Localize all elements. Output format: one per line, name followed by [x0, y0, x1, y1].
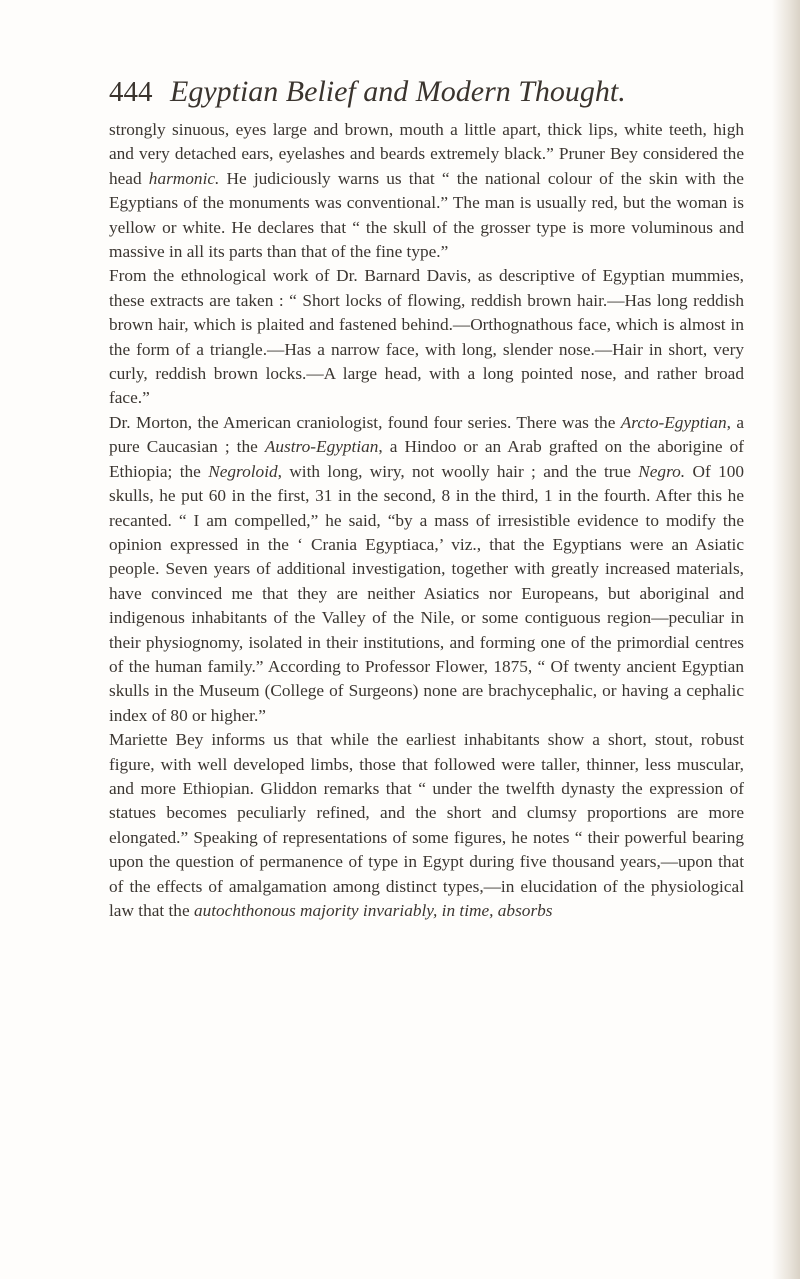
text-segment: strongly sinuous, eyes large and brown, mouth a little apart, thick lips, white teeth, high and very detached ears, eyelashes and beards extremely black.” Pruner Bey considered the head — [109, 120, 744, 188]
paragraph — [109, 411, 744, 728]
italic-text: Negroloid — [208, 461, 278, 481]
body-text — [109, 118, 744, 923]
paragraph — [109, 118, 744, 264]
paragraph — [109, 264, 744, 410]
running-title: Egyptian Belief and Modern Thought. — [170, 75, 626, 108]
paragraph — [109, 728, 744, 923]
italic-text: Austro-Egyptian — [264, 437, 379, 457]
text-segment: , with long, wiry, not woolly hair ; and the true — [277, 461, 639, 481]
text-segment: Of 100 skulls, he put 60 in the first, 31 in the second, 8 in the third, 1 in the fourth. After this he recanted. “ I am compelled,” he said, “by a mass of irresistible evidence to modify the opinion expressed in the ‘ Crania Egyptiaca,’ viz., that the Egyptians were an Asiatic people. Seven years of additional investigation, together with greatly increased materials, have convinced me that they are neither Asiatics nor Europeans, but aboriginal and indigenous inhabitants of the Valley of the Nile, or some contiguous region—peculiar in their physiognomy, isolated in their institutions, and forming one of the primordial centres of the human family.” According to Professor Flower, 1875, “ Of twenty ancient Egyptian skulls in the Museum (College of Surgeons) none are brachycephalic, or having a cephalic index of 80 or higher.” — [109, 461, 744, 725]
italic-text: Negro. — [638, 461, 686, 481]
italic-text: harmonic. — [148, 168, 220, 188]
text-segment: , a pure Caucasian ; the — [109, 412, 744, 457]
italic-text: Arcto-Egyptian — [620, 412, 727, 432]
text-segment: Dr. Morton, the American craniologist, found four series. There was the — [109, 412, 621, 432]
page-edge-shadow — [772, 0, 800, 1279]
text-segment: , a Hindoo or an Arab grafted on the aborigine of Ethiopia; the — [109, 437, 744, 481]
page-number: 444 — [109, 76, 153, 108]
text-segment: From the ethnological work of Dr. Barnard Davis, as descriptive of Egyptian mummies, these extracts are taken : “ Short locks of flowing, reddish brown hair.—Has long reddish brown hair, which is plaited and fastened behind.—Orthognathous face, which is almost in the form of a triangle.—Has a narrow face, with long, slender nose.—Hair in short, very curly, reddish brown locks.—A large head, with a long pointed nose, and rather broad face.” — [109, 266, 744, 408]
italic-text: autochthonous majority invariably, in time, absorbs — [193, 901, 553, 920]
running-header — [109, 72, 729, 112]
text-segment: Mariette Bey informs us that while the earliest inhabitants show a short, stout, robust figure, with well developed limbs, those that followed were taller, thinner, less muscular, and more Ethiopian. Gliddon remarks that “ under the twelfth dynasty the expression of statues becomes peculiarly refined, and the short and clumsy proportions are more elongated.” Speaking of representations of some figures, he notes “ their powerful bearing upon the question of permanence of type in Egypt during five thousand years,—upon that of the effects of amalgamation among distinct types,—in elucidation of the physiological law that the — [109, 730, 744, 920]
text-segment: He judiciously warns us that “ the national colour of the skin with the Egyptians of the monuments was conventional.” The man is usually red, but the woman is yellow or white. He declares that “ the skull of the grosser type is more voluminous and massive in all its parts than that of the fine type.” — [109, 168, 744, 262]
